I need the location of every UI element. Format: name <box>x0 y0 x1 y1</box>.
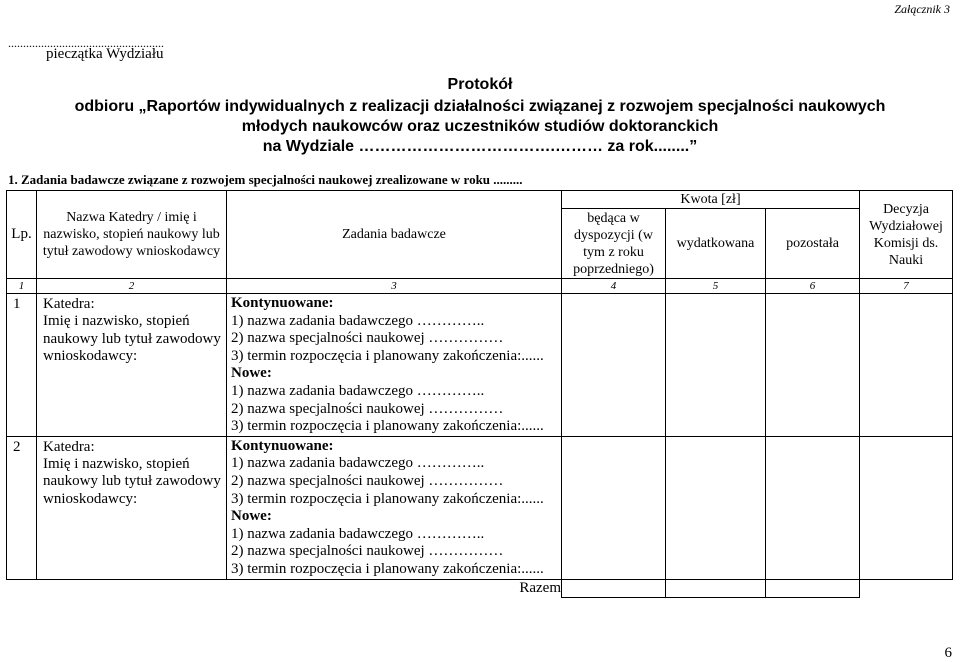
continued-specialty: 2) nazwa specjalności naukowej …………… <box>231 330 504 347</box>
new-dates: 3) termin rozpoczęcia i planowany zakończenia:...... <box>231 560 544 577</box>
header-lp: Lp. <box>7 191 37 279</box>
col-number: 6 <box>766 279 860 294</box>
applicant-label: Imię i nazwisko, stopień naukowy lub tytuł zawodowy wnioskodawcy: <box>43 313 221 364</box>
total-row <box>7 579 953 597</box>
applicant-label: Imię i nazwisko, stopień naukowy lub tytuł zawodowy wnioskodawcy: <box>43 456 221 507</box>
col-number: 3 <box>227 279 562 294</box>
cell-spent <box>666 436 766 579</box>
header-available: będąca w dyspozycji (w tym z roku poprzedniego) <box>562 209 666 279</box>
new-task-name: 1) nazwa zadania badawczego ………….. <box>231 382 485 399</box>
stamp-label: pieczątka Wydziału <box>46 46 164 62</box>
row-department <box>37 436 227 579</box>
continued-dates: 3) termin rozpoczęcia i planowany zakończenia:...... <box>231 490 544 507</box>
cell-decision <box>860 294 953 437</box>
attachment-label: Załącznik 3 <box>894 2 950 16</box>
new-specialty: 2) nazwa specjalności naukowej …………… <box>231 400 504 417</box>
continued-specialty: 2) nazwa specjalności naukowej …………… <box>231 472 504 489</box>
col-number: 7 <box>860 279 953 294</box>
cell-available <box>562 436 666 579</box>
new-label: Nowe: <box>231 365 272 382</box>
continued-task-name: 1) nazwa zadania badawczego ………….. <box>231 312 485 329</box>
total-remaining <box>766 579 860 597</box>
new-task-name: 1) nazwa zadania badawczego ………….. <box>231 525 485 542</box>
department-label: Katedra: <box>43 296 95 312</box>
new-dates: 3) termin rozpoczęcia i planowany zakończenia:...... <box>231 418 544 435</box>
cell-remaining <box>766 436 860 579</box>
continued-label: Kontynuowane: <box>231 437 334 454</box>
col-number: 1 <box>7 279 37 294</box>
total-available <box>562 579 666 597</box>
row-department <box>37 294 227 437</box>
cell-available <box>562 294 666 437</box>
page-number: 6 <box>944 645 952 661</box>
header-remaining: pozostała <box>766 209 860 279</box>
stamp-dots: .................................................... <box>8 36 164 50</box>
table-row <box>7 294 953 437</box>
header-decision: Decyzja Wydziałowej Komisji ds. Nauki <box>860 191 953 279</box>
col-number: 5 <box>666 279 766 294</box>
total-spent <box>666 579 766 597</box>
row-tasks <box>227 436 562 579</box>
table-row <box>7 436 953 579</box>
continued-dates: 3) termin rozpoczęcia i planowany zakończenia:...... <box>231 347 544 364</box>
cell-decision <box>860 436 953 579</box>
subtitle-line-2: młodych naukowców oraz uczestników studiów doktoranckich <box>241 118 719 135</box>
total-label: Razem <box>227 579 562 597</box>
header-amount: Kwota [zł] <box>562 191 860 209</box>
row-lp: 2 <box>7 436 37 579</box>
cell-spent <box>666 294 766 437</box>
col-number: 2 <box>37 279 227 294</box>
header-tasks: Zadania badawcze <box>227 191 562 279</box>
header-spent: wydatkowana <box>666 209 766 279</box>
col-number: 4 <box>562 279 666 294</box>
new-label: Nowe: <box>231 508 272 525</box>
subtitle-line-1: odbioru „Raportów indywidualnych z realizacji działalności związanej z rozwojem specjalności naukowych <box>74 98 886 115</box>
subtitle-line-3: na Wydziale ……………………………….……… za rok........” <box>262 138 698 155</box>
continued-task-name: 1) nazwa zadania badawczego ………….. <box>231 455 485 472</box>
department-label: Katedra: <box>43 438 95 455</box>
row-tasks <box>227 294 562 437</box>
new-specialty: 2) nazwa specjalności naukowej …………… <box>231 543 504 560</box>
header-name: Nazwa Katedry / imię i nazwisko, stopień naukowy lub tytuł zawodowy wnioskodawcy <box>37 191 227 279</box>
document-title: Protokół <box>447 76 513 93</box>
continued-label: Kontynuowane: <box>231 295 334 311</box>
row-lp: 1 <box>7 294 37 437</box>
report-table <box>6 190 953 598</box>
section-1-heading: 1. Zadania badawcze związane z rozwojem specjalności naukowej zrealizowane w roku ......... <box>8 172 523 187</box>
cell-remaining <box>766 294 860 437</box>
